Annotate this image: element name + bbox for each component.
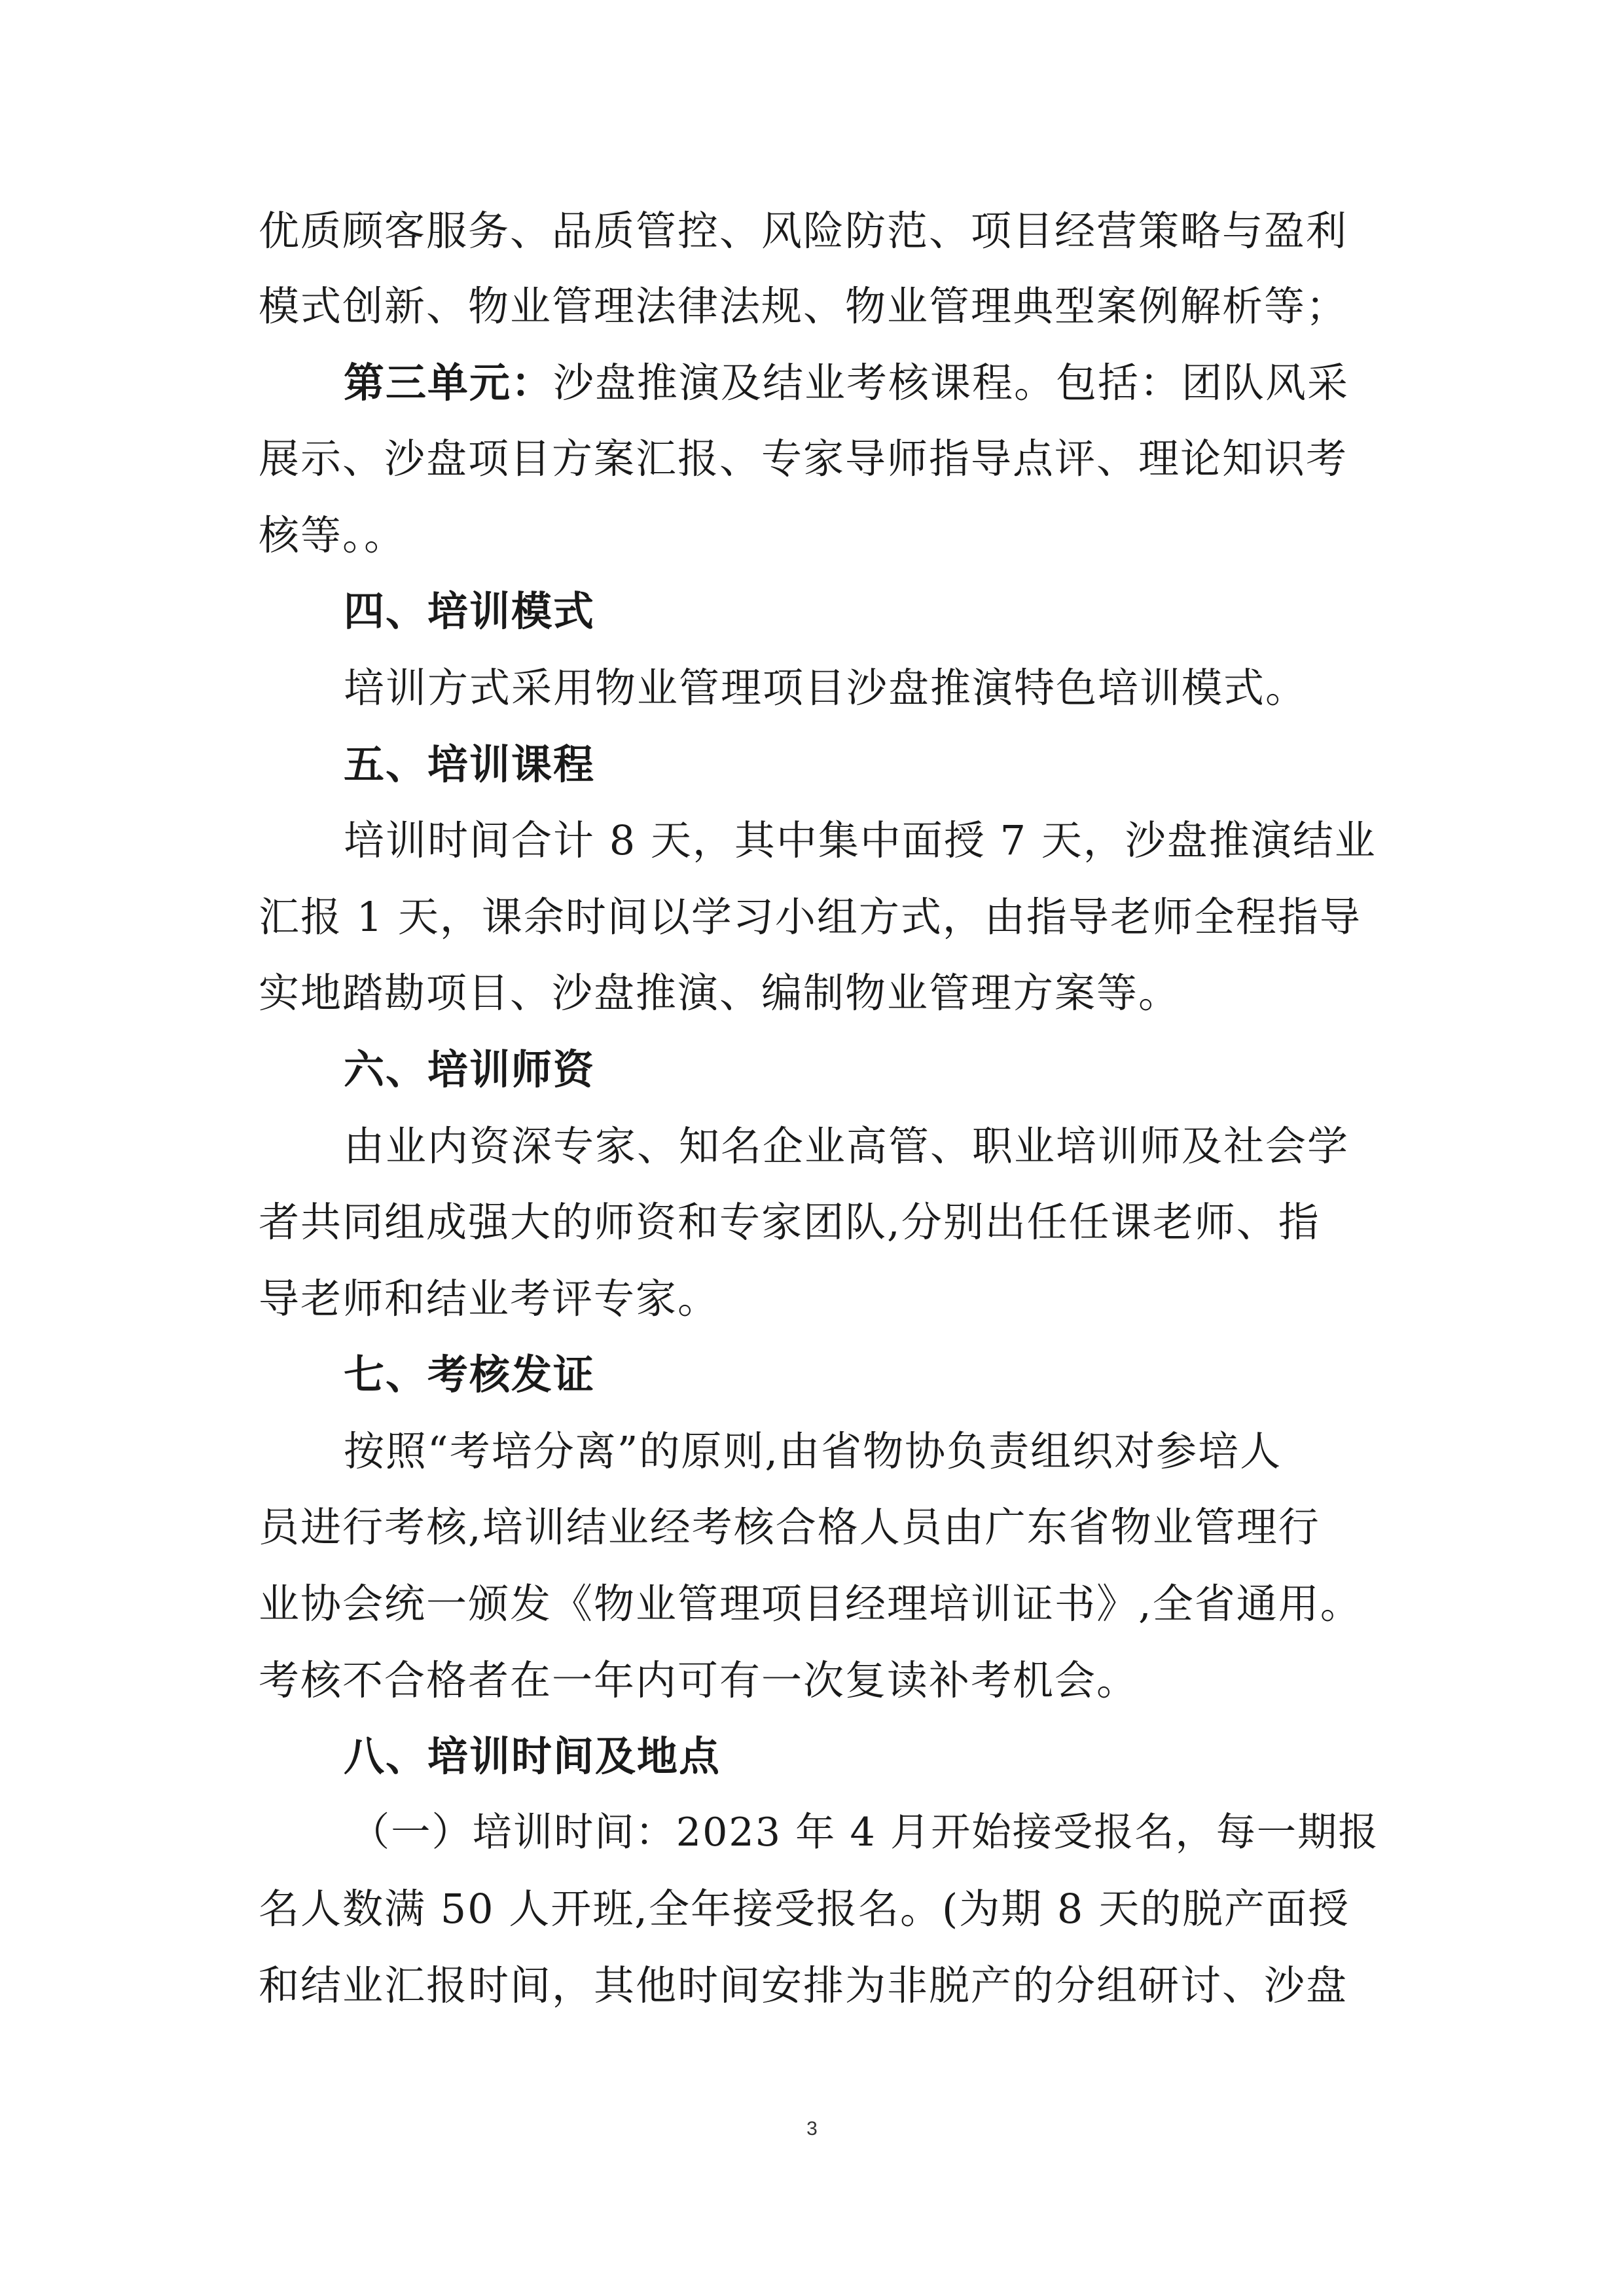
unit-three-text: 沙盘推演及结业考核课程。包括：团队风采 xyxy=(553,359,1350,407)
document-page: 优质顾客服务、品质管控、风险防范、项目经营策略与盈利 模式创新、物业管理法律法规、物业管理典型案例解析等； 第三单元：沙盘推演及结业考核课程。包括：团队风采 展示、沙盘项目方案汇报、专家导师指导点评、理论知识考 核等。。 四、培训模式 培训方式采用物业管理项目沙盘推演特色培训模式。 五、培训课程 培训时间合计 8 天，其中集中面授 7 天，沙盘推演结业 汇报 1 天，课余时间以学习小组方式，由指导老师全程指导 实地踏勘项目、沙盘推演、编制物业管理方案等。 六、培训师资 由业内资深专家、知名企业高管、职业培训师及社会学 者共同组成强大的师资和专家团队,分别出任任课老师、指 导老师和结业考评专家。 七、考核发证 按照“考培分离”的原则,由省物协负责组织对参培人 员进行考核,培训结业经考核合格人员由广东省物业管理行 业协会统一颁发《物业管理项目经理培训证书》,全省通用。 考核不合格者在一年内可有一次复读补考机会。 八、培训时间及地点 （一）培训时间：2023 年 4 月开始接受报名，每一期报 名人数满 50 人开班,全年接受报名。(为期 8 天的脱产面授 和结业汇报时间，其他时间安排为非脱产的分组研讨、沙盘 3 xyxy=(0,0,1624,2296)
page-number: 3 xyxy=(806,2118,818,2140)
unit-three-label: 第三单元： xyxy=(344,359,554,407)
